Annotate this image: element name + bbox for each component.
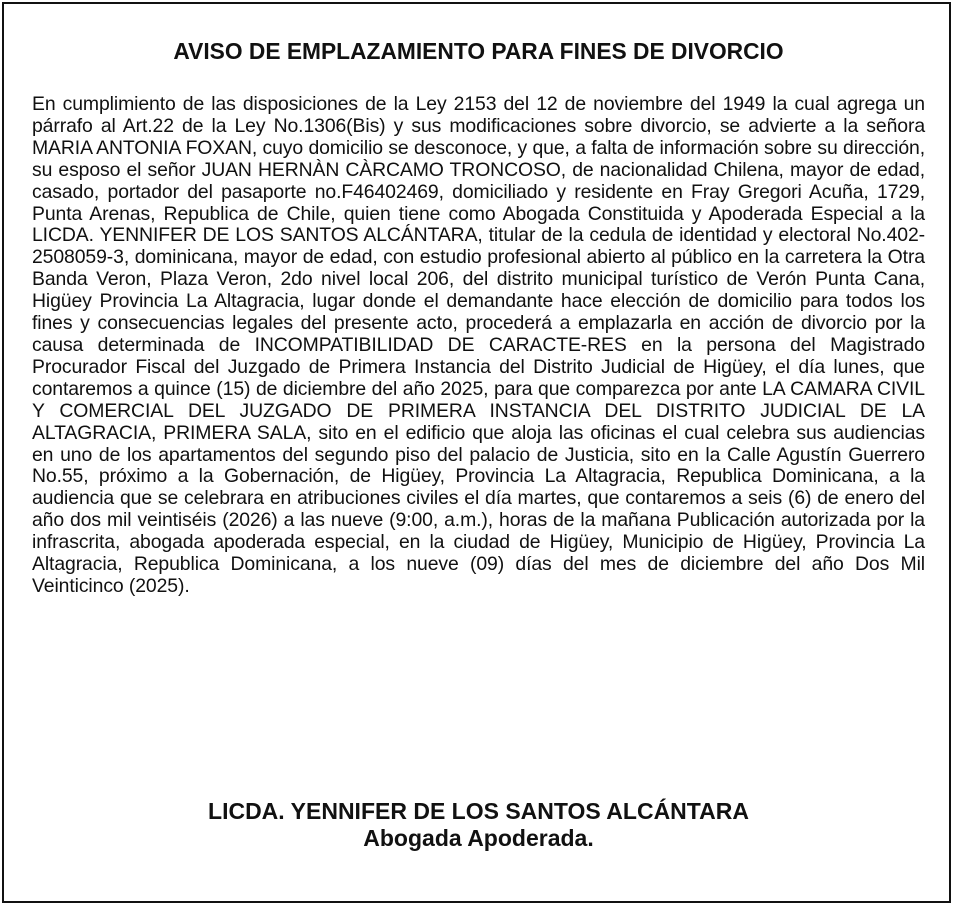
notice-body: En cumplimiento de las disposiciones de la Ley 2153 del 12 de noviembre del 1949 la cual agrega un párrafo al Art.22 de la Ley No.1306(Bis) y sus modificaciones sobre divorcio, se advierte a la señora MARIA ANTONIA FOXAN, cuyo domicilio se desconoce, y que, a falta de información sobre su dirección, su esposo el señor JUAN HERNÀN CÀRCAMO TRONCOSO, de nacionalidad Chilena, mayor de edad, casado, portador del pasaporte no.F46402469, domiciliado y residente en Fray Gregori Acuña, 1729, Punta Arenas, Republica de Chile, quien tiene como Abogada Constituida y Apoderada Especial a la LICDA. YENNIFER DE LOS SANTOS ALCÁNTARA, titular de la cedula de identidad y electoral No.402-2508059-3, dominicana, mayor de edad, con estudio profesional abierto al público en la carretera la Otra Banda Veron, Plaza Veron, 2do nivel local 206, del distrito municipal turístico de Verón Punta Cana, Higüey Provincia La Altagracia, lugar donde el demandante hace elección de domicilio para todos los fines y consecuencias legales del presente acto, procederá a emplazarla en acción de divorcio por la causa determinada de INCOMPATIBILIDAD DE CARACTE-RES en la persona del Magistrado Procurador Fiscal del Juzgado de Primera Instancia del Distrito Judicial de Higüey, el día lunes, que contaremos a quince (15) de diciembre del año 2025, para que comparezca por ante LA CAMARA CIVIL Y COMERCIAL DEL JUZGADO DE PRIMERA INSTANCIA DEL DISTRITO JUDICIAL DE LA ALTAGRACIA, PRIMERA SALA, sito en el edificio que aloja las oficinas el cual celebra sus audiencias en uno de los apartamentos del segundo piso del palacio de Justicia, sito en la Calle Agustín Guerrero No.55, próximo a la Gobernación, de Higüey, Provincia La Altagracia, Republica Dominicana, a la audiencia que se celebrara en atribuciones civiles el día martes, que contaremos a seis (6) de enero del año dos mil veintiséis (2026) a las nueve (9:00, a.m.), horas de la mañana Publicación autorizada por la infrascrita, abogada apoderada especial, en la ciudad de Higüey, Municipio de Higüey, Provincia La Altagracia, Republica Dominicana, a los nueve (09) días del mes de diciembre del año Dos Mil Veinticinco (2025).: [32, 93, 925, 597]
signature-title: Abogada Apoderada.: [363, 825, 594, 851]
notice-frame: [2, 2, 951, 903]
signature-block: [4, 798, 953, 852]
signature-name: LICDA. YENNIFER DE LOS SANTOS ALCÁNTARA: [208, 798, 749, 824]
notice-title: AVISO DE EMPLAZAMIENTO PARA FINES DE DIVORCIO: [173, 38, 784, 64]
